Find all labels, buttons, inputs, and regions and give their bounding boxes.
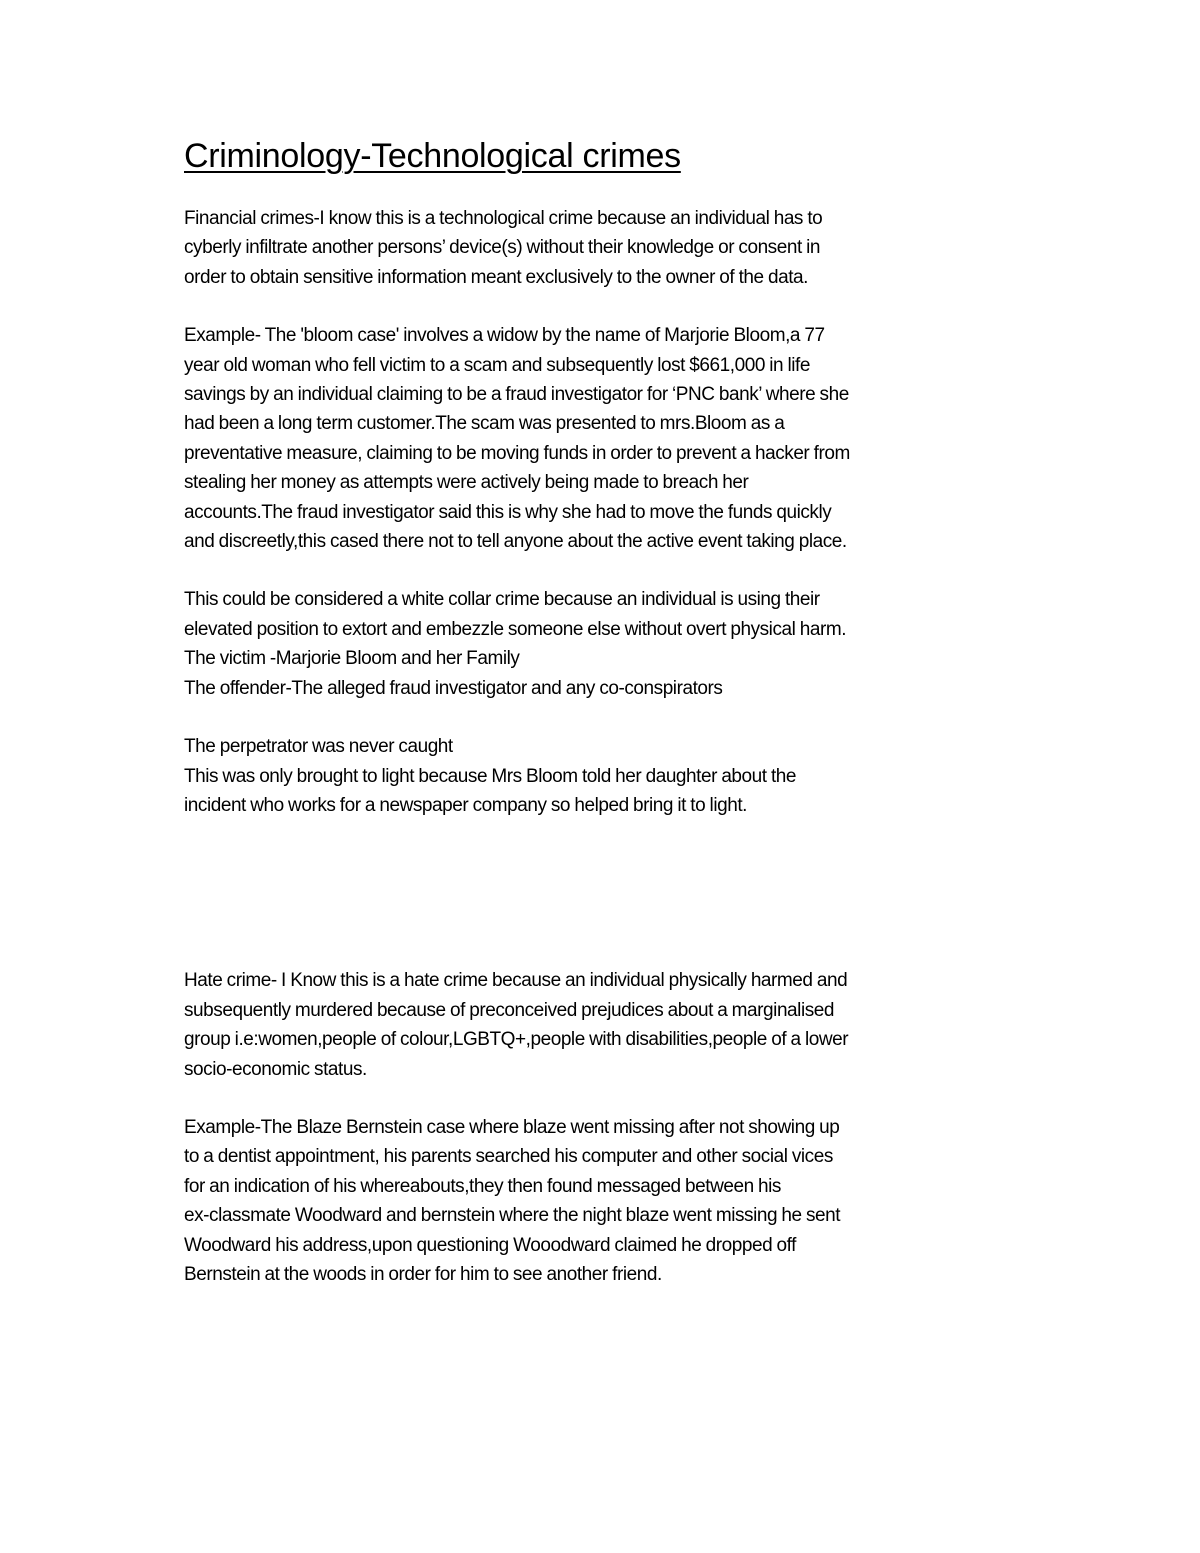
text-line: The perpetrator was never caught — [184, 736, 453, 758]
text-line: elevated position to extort and embezzle someone else without overt physical harm. — [184, 618, 847, 640]
financial-crime-analysis — [184, 585, 1024, 703]
paragraph-spacer — [184, 703, 1024, 732]
text-line: order to obtain sensitive information meant exclusively to the owner of the data. — [184, 266, 808, 288]
text-line: cyberly infiltrate another persons’ device(s) without their knowledge or consent in — [184, 237, 821, 259]
document-page — [184, 134, 1024, 1289]
text-line: had been a long term customer.The scam was presented to mrs.Bloom as a — [184, 413, 785, 435]
text-line: Hate crime- I Know this is a hate crime because an individual physically harmed and — [184, 970, 848, 992]
text-line: The offender-The alleged fraud investigator and any co-conspirators — [184, 677, 723, 699]
paragraph-spacer — [184, 1084, 1024, 1113]
text-line: socio-economic status. — [184, 1058, 367, 1080]
text-line: preventative measure, claiming to be moving funds in order to prevent a hacker from — [184, 442, 850, 464]
text-line: stealing her money as attempts were actively being made to breach her — [184, 472, 749, 494]
text-line: group i.e:women,people of colour,LGBTQ+,people with disabilities,people of a lower — [184, 1029, 849, 1051]
financial-crime-example — [184, 321, 1024, 556]
text-line: This could be considered a white collar crime because an individual is using their — [184, 589, 820, 611]
text-line: Example- The 'bloom case' involves a widow by the name of Marjorie Bloom,a 77 — [184, 325, 825, 347]
text-line: ex-classmate Woodward and bernstein where the night blaze went missing he sent — [184, 1205, 841, 1227]
text-line: Bernstein at the woods in order for him to see another friend. — [184, 1263, 662, 1285]
section-spacer — [184, 820, 1024, 966]
text-line: incident who works for a newspaper company so helped bring it to light. — [184, 794, 747, 816]
text-line: to a dentist appointment, his parents searched his computer and other social vices — [184, 1146, 833, 1168]
financial-crime-outcome — [184, 732, 1024, 820]
text-line: subsequently murdered because of preconceived prejudices about a marginalised — [184, 999, 834, 1021]
text-line: year old woman who fell victim to a scam and subsequently lost $661,000 in life — [184, 354, 810, 376]
text-line: The victim -Marjorie Bloom and her Family — [184, 648, 520, 670]
text-line: This was only brought to light because Mrs Bloom told her daughter about the — [184, 765, 797, 787]
text-line: for an indication of his whereabouts,they then found messaged between his — [184, 1175, 781, 1197]
hate-crime-example — [184, 1113, 1024, 1289]
text-line: savings by an individual claiming to be a fraud investigator for ‘PNC bank’ where she — [184, 384, 849, 406]
paragraph-spacer — [184, 292, 1024, 321]
text-line: accounts.The fraud investigator said this is why she had to move the funds quickly — [184, 501, 832, 523]
text-line: Financial crimes-I know this is a technological crime because an individual has to — [184, 208, 823, 229]
paragraph-spacer — [184, 556, 1024, 585]
text-line: Example-The Blaze Bernstein case where blaze went missing after not showing up — [184, 1116, 840, 1138]
text-line: Woodward his address,upon questioning Wooodward claimed he dropped off — [184, 1234, 796, 1256]
page-title: Criminology-Technological crimes — [184, 137, 681, 175]
financial-crime-intro — [184, 204, 1024, 292]
text-line: and discreetly,this cased there not to tell anyone about the active event taking place. — [184, 531, 847, 553]
hate-crime-intro — [184, 966, 1024, 1084]
